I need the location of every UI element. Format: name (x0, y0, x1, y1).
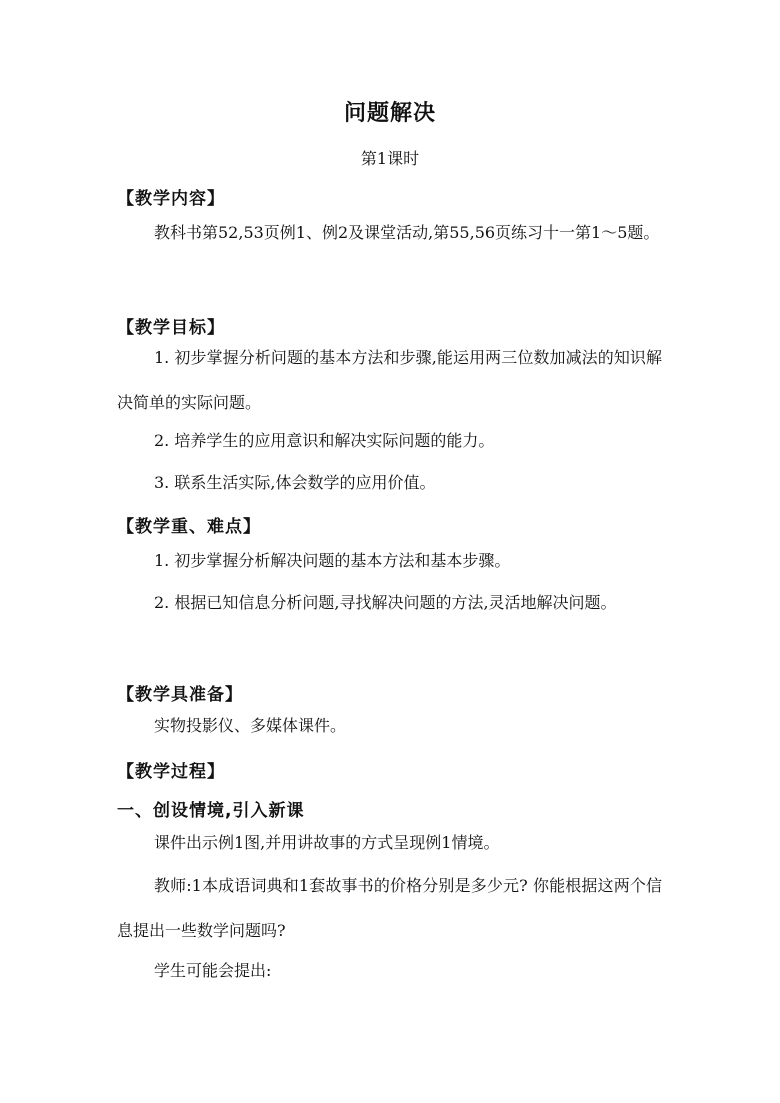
page-title: 问题解决 (343, 101, 436, 126)
section-heading-goals: 【教学目标】 (117, 318, 225, 338)
section-heading-process: 【教学过程】 (117, 762, 225, 782)
part1-heading: 一、创设情境,引入新课 (117, 801, 305, 821)
section-heading-prep: 【教学具准备】 (117, 685, 243, 705)
content-paragraph: 教科书第52,53页例1、例2及课堂活动,第55,56页练习十一第1～5题。 (154, 223, 660, 242)
key-point-2: 2. 根据已知信息分析问题,寻找解决问题的方法,灵活地解决问题。 (154, 593, 617, 612)
process-paragraph-3: 学生可能会提出: (154, 961, 272, 980)
page-subtitle: 第1课时 (360, 149, 420, 168)
process-paragraph-1: 课件出示例1图,并用讲故事的方式呈现例1情境。 (154, 833, 500, 852)
prep-paragraph: 实物投影仪、多媒体课件。 (154, 716, 347, 735)
goal-item-2: 2. 培养学生的应用意识和解决实际问题的能力。 (154, 431, 495, 450)
section-heading-key-points: 【教学重、难点】 (117, 517, 261, 537)
key-point-1: 1. 初步掌握分析解决问题的基本方法和基本步骤。 (154, 551, 511, 570)
process-paragraph-2: 教师:1本成语词典和1套故事书的价格分别是多少元? 你能根据这两个信息提出一些数学问题吗? (117, 876, 662, 940)
goal-item-3: 3. 联系生活实际,体会数学的应用价值。 (154, 473, 436, 492)
goal-item-1: 1. 初步掌握分析问题的基本方法和步骤,能运用两三位数加减法的知识解决简单的实际问题。 (117, 348, 662, 412)
section-heading-content: 【教学内容】 (117, 189, 225, 209)
